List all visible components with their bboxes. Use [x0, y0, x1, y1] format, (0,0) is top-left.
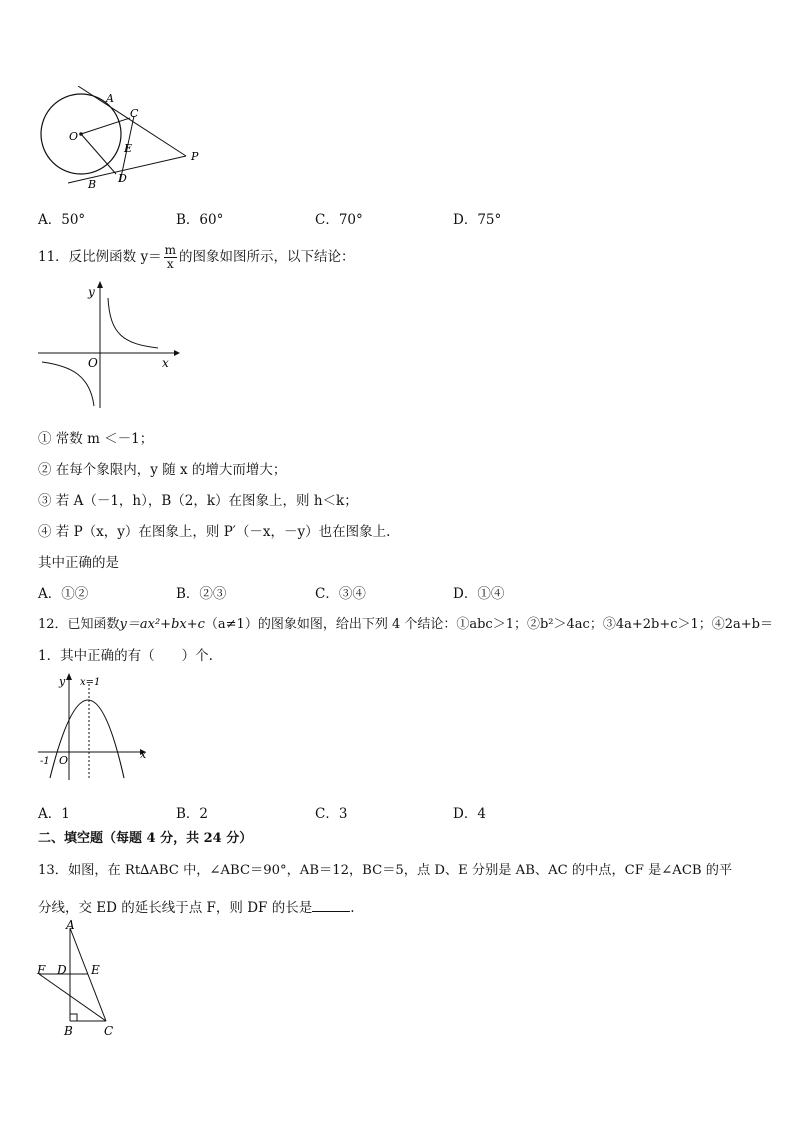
q10-option-d[interactable]: D．75° [453, 212, 502, 228]
q11-option-c[interactable]: C．③④ [315, 586, 366, 602]
y-axis-arrow [97, 281, 103, 288]
label-p: P [191, 150, 199, 163]
q11-statement-1: ① 常数 m ＜－1； [38, 431, 154, 447]
q13-stem-end: . [350, 900, 355, 916]
q11-option-d[interactable]: D．①④ [453, 586, 505, 602]
q13-stem-line2 [38, 896, 355, 916]
q12-function: y＝ax²+bx+c [119, 617, 205, 632]
q11-stem-prefix: 11．反比例函数 y＝ [38, 249, 162, 265]
q11-frac-num: m [164, 243, 176, 257]
q11-option-b[interactable]: B．②③ [176, 586, 227, 602]
axis-label-y: y [59, 675, 66, 688]
q12-stem-line1 [38, 613, 773, 632]
q10-option-b[interactable]: B．60° [176, 212, 224, 228]
q12-stem-line2: 1．其中正确的有（ ）个. [38, 648, 213, 664]
q12-option-d[interactable]: D．4 [453, 806, 486, 822]
origin-label: O [88, 356, 98, 370]
tangent-line-lower [68, 156, 186, 183]
q12-options [38, 802, 598, 822]
label-e: E [91, 963, 100, 977]
q13-answer-blank[interactable] [312, 899, 350, 912]
label-b: B [64, 1024, 73, 1038]
label-a: A [66, 918, 75, 932]
label-f: F [37, 963, 46, 977]
origin-label: O [59, 754, 69, 767]
q10-option-a[interactable]: A．50° [38, 212, 86, 228]
q13-stem-line1: 13．如图，在 Rt∆ABC 中，∠ABC＝90°，AB＝12，BC＝5，点 D、E 分别是 AB、AC 的中点，CF 是∠ACB 的平 [38, 863, 733, 878]
hyperbola-branch-q1 [108, 298, 158, 348]
q13-stem-text: 分线，交 ED 的延长线于点 F，则 DF 的长是 [38, 900, 313, 916]
q11-prompt: 其中正确的是 [38, 555, 119, 571]
tick-label-minus1: -1 [40, 756, 50, 767]
q11-stem-suffix: 的图象如图所示，以下结论： [179, 249, 355, 265]
q10-circle-figure [38, 86, 208, 194]
q11-statement-4: ④ 若 P（x，y）在图象上，则 P′（－x，－y）也在图象上. [38, 524, 391, 540]
q10-options [38, 208, 598, 228]
center-dot [79, 132, 83, 136]
q10-option-c[interactable]: C．70° [315, 212, 363, 228]
q11-hyperbola-graph [36, 280, 181, 410]
label-e: E [124, 142, 133, 155]
q12-option-c[interactable]: C．3 [315, 806, 348, 822]
q11-fraction [164, 244, 177, 271]
q11-frac-den: x [166, 257, 174, 271]
label-c: C [104, 1024, 114, 1038]
q12-option-b[interactable]: B．2 [176, 806, 209, 822]
q11-statement-3: ③ 若 A（－1，h），B（2，k）在图象上，则 h＜k； [38, 493, 358, 509]
label-d: D [118, 172, 127, 185]
q12-stem-prefix: 12．已知函数 [38, 617, 120, 632]
axis-label-y: y [88, 285, 95, 299]
label-o: O [69, 130, 79, 143]
q11-option-a[interactable]: A．①② [38, 586, 89, 602]
q12-option-a[interactable]: A．1 [38, 806, 70, 822]
symmetry-label: x=1 [80, 677, 101, 688]
q12-stem-rest: （a≠1）的图象如图，给出下列 4 个结论：①abc＞1；②b²＞4ac；③4a+2b+c＞1；④2a+b＝ [204, 617, 774, 632]
axis-label-x: x [162, 356, 169, 370]
segment-ob [81, 134, 116, 174]
q12-parabola-graph [36, 672, 151, 782]
q13-triangle-figure [34, 918, 124, 1040]
axis-label-x: x [140, 748, 147, 761]
section-heading: 二、填空题（每题 4 分，共 24 分） [38, 831, 253, 846]
label-a: A [106, 92, 114, 105]
label-d: D [57, 963, 67, 977]
q11-options [38, 582, 598, 602]
hyperbola-branch-q3 [42, 362, 94, 406]
right-angle-mark [70, 1014, 77, 1021]
x-axis-arrow [174, 350, 180, 356]
q11-statement-2: ② 在每个象限内，y 随 x 的增大而增大； [38, 462, 287, 478]
label-b: B [88, 178, 97, 191]
q11-stem [38, 244, 355, 271]
y-axis-arrow [66, 673, 72, 680]
label-c: C [130, 107, 139, 120]
segment-oc [81, 118, 130, 134]
